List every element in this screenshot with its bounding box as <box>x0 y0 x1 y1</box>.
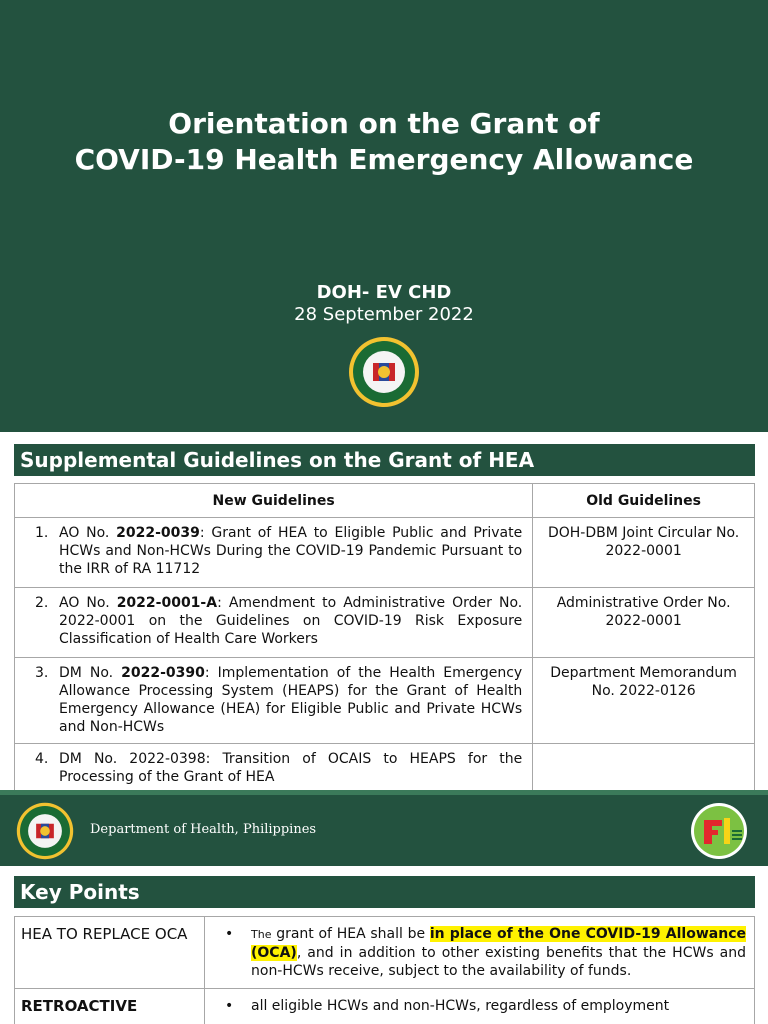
column-header-new: New Guidelines <box>15 484 533 518</box>
key-point-label: HEA TO REPLACE OCA <box>15 917 205 989</box>
guidelines-table <box>14 483 755 798</box>
table-row: HEA TO REPLACE OCA • The grant of HEA shall be in place of the One COVID-19 Allowance (OCA), and in addition to other existing benefits that the HCWs and non-HCWs receive, subject to the availability of funds. <box>15 917 755 989</box>
bullet-icon: • <box>225 926 234 942</box>
footer-text: Department of Health, Philippines <box>90 822 317 837</box>
section-header: Key Points <box>14 876 755 908</box>
key-points-table <box>14 916 755 1024</box>
slide-separator <box>0 432 768 440</box>
section-header: Supplemental Guidelines on the Grant of HEA <box>14 444 755 476</box>
table-row: 2. AO No. 2022-0001-A: Amendment to Administrative Order No. 2022-0001 on the Guidelines on COVID-19 Risk Exposure Classification of Health Care Workers Administrative Order No. 2022-0001 <box>15 588 755 658</box>
key-point-label: RETROACTIVE <box>15 989 205 1024</box>
slide-title: Orientation on the Grant of COVID-19 Health Emergency Allowance <box>74 107 694 176</box>
slide-footer <box>0 790 768 866</box>
column-header-old: Old Guidelines <box>533 484 755 518</box>
presentation-date: 28 September 2022 <box>294 304 474 325</box>
table-row: RETROACTIVE • all eligible HCWs and non-HCWs, regardless of employment <box>15 989 755 1024</box>
universal-health-care-logo-icon <box>690 802 748 860</box>
table-row: 3. DM No. 2022-0390: Implementation of the Health Emergency Allowance Processing System (HEAPS) for the Grant of Health Emergency Allowance (HEA) for Eligible Public and Private HCWs and Non-HCWs Department Memorandum No. 2022-0126 <box>15 658 755 744</box>
title-slide <box>0 0 768 432</box>
bullet-icon: • <box>225 998 234 1014</box>
doh-seal-icon <box>348 336 420 408</box>
footer-divider <box>0 790 768 795</box>
guidelines-slide <box>0 440 768 866</box>
organization-name: DOH- EV CHD <box>316 282 452 303</box>
highlighted-text: in place of the One COVID-19 Allowance (OCA) <box>251 926 746 961</box>
key-points-slide <box>0 866 768 1024</box>
table-row: 1. AO No. 2022-0039: Grant of HEA to Eligible Public and Private HCWs and Non-HCWs During the COVID-19 Pandemic Pursuant to the IRR of RA 11712 DOH-DBM Joint Circular No. 2022-0001 <box>15 518 755 588</box>
table-row: 4. DM No. 2022-0398: Transition of OCAIS to HEAPS for the Processing of the Grant of HEA <box>15 744 755 798</box>
doh-seal-icon <box>16 802 74 860</box>
